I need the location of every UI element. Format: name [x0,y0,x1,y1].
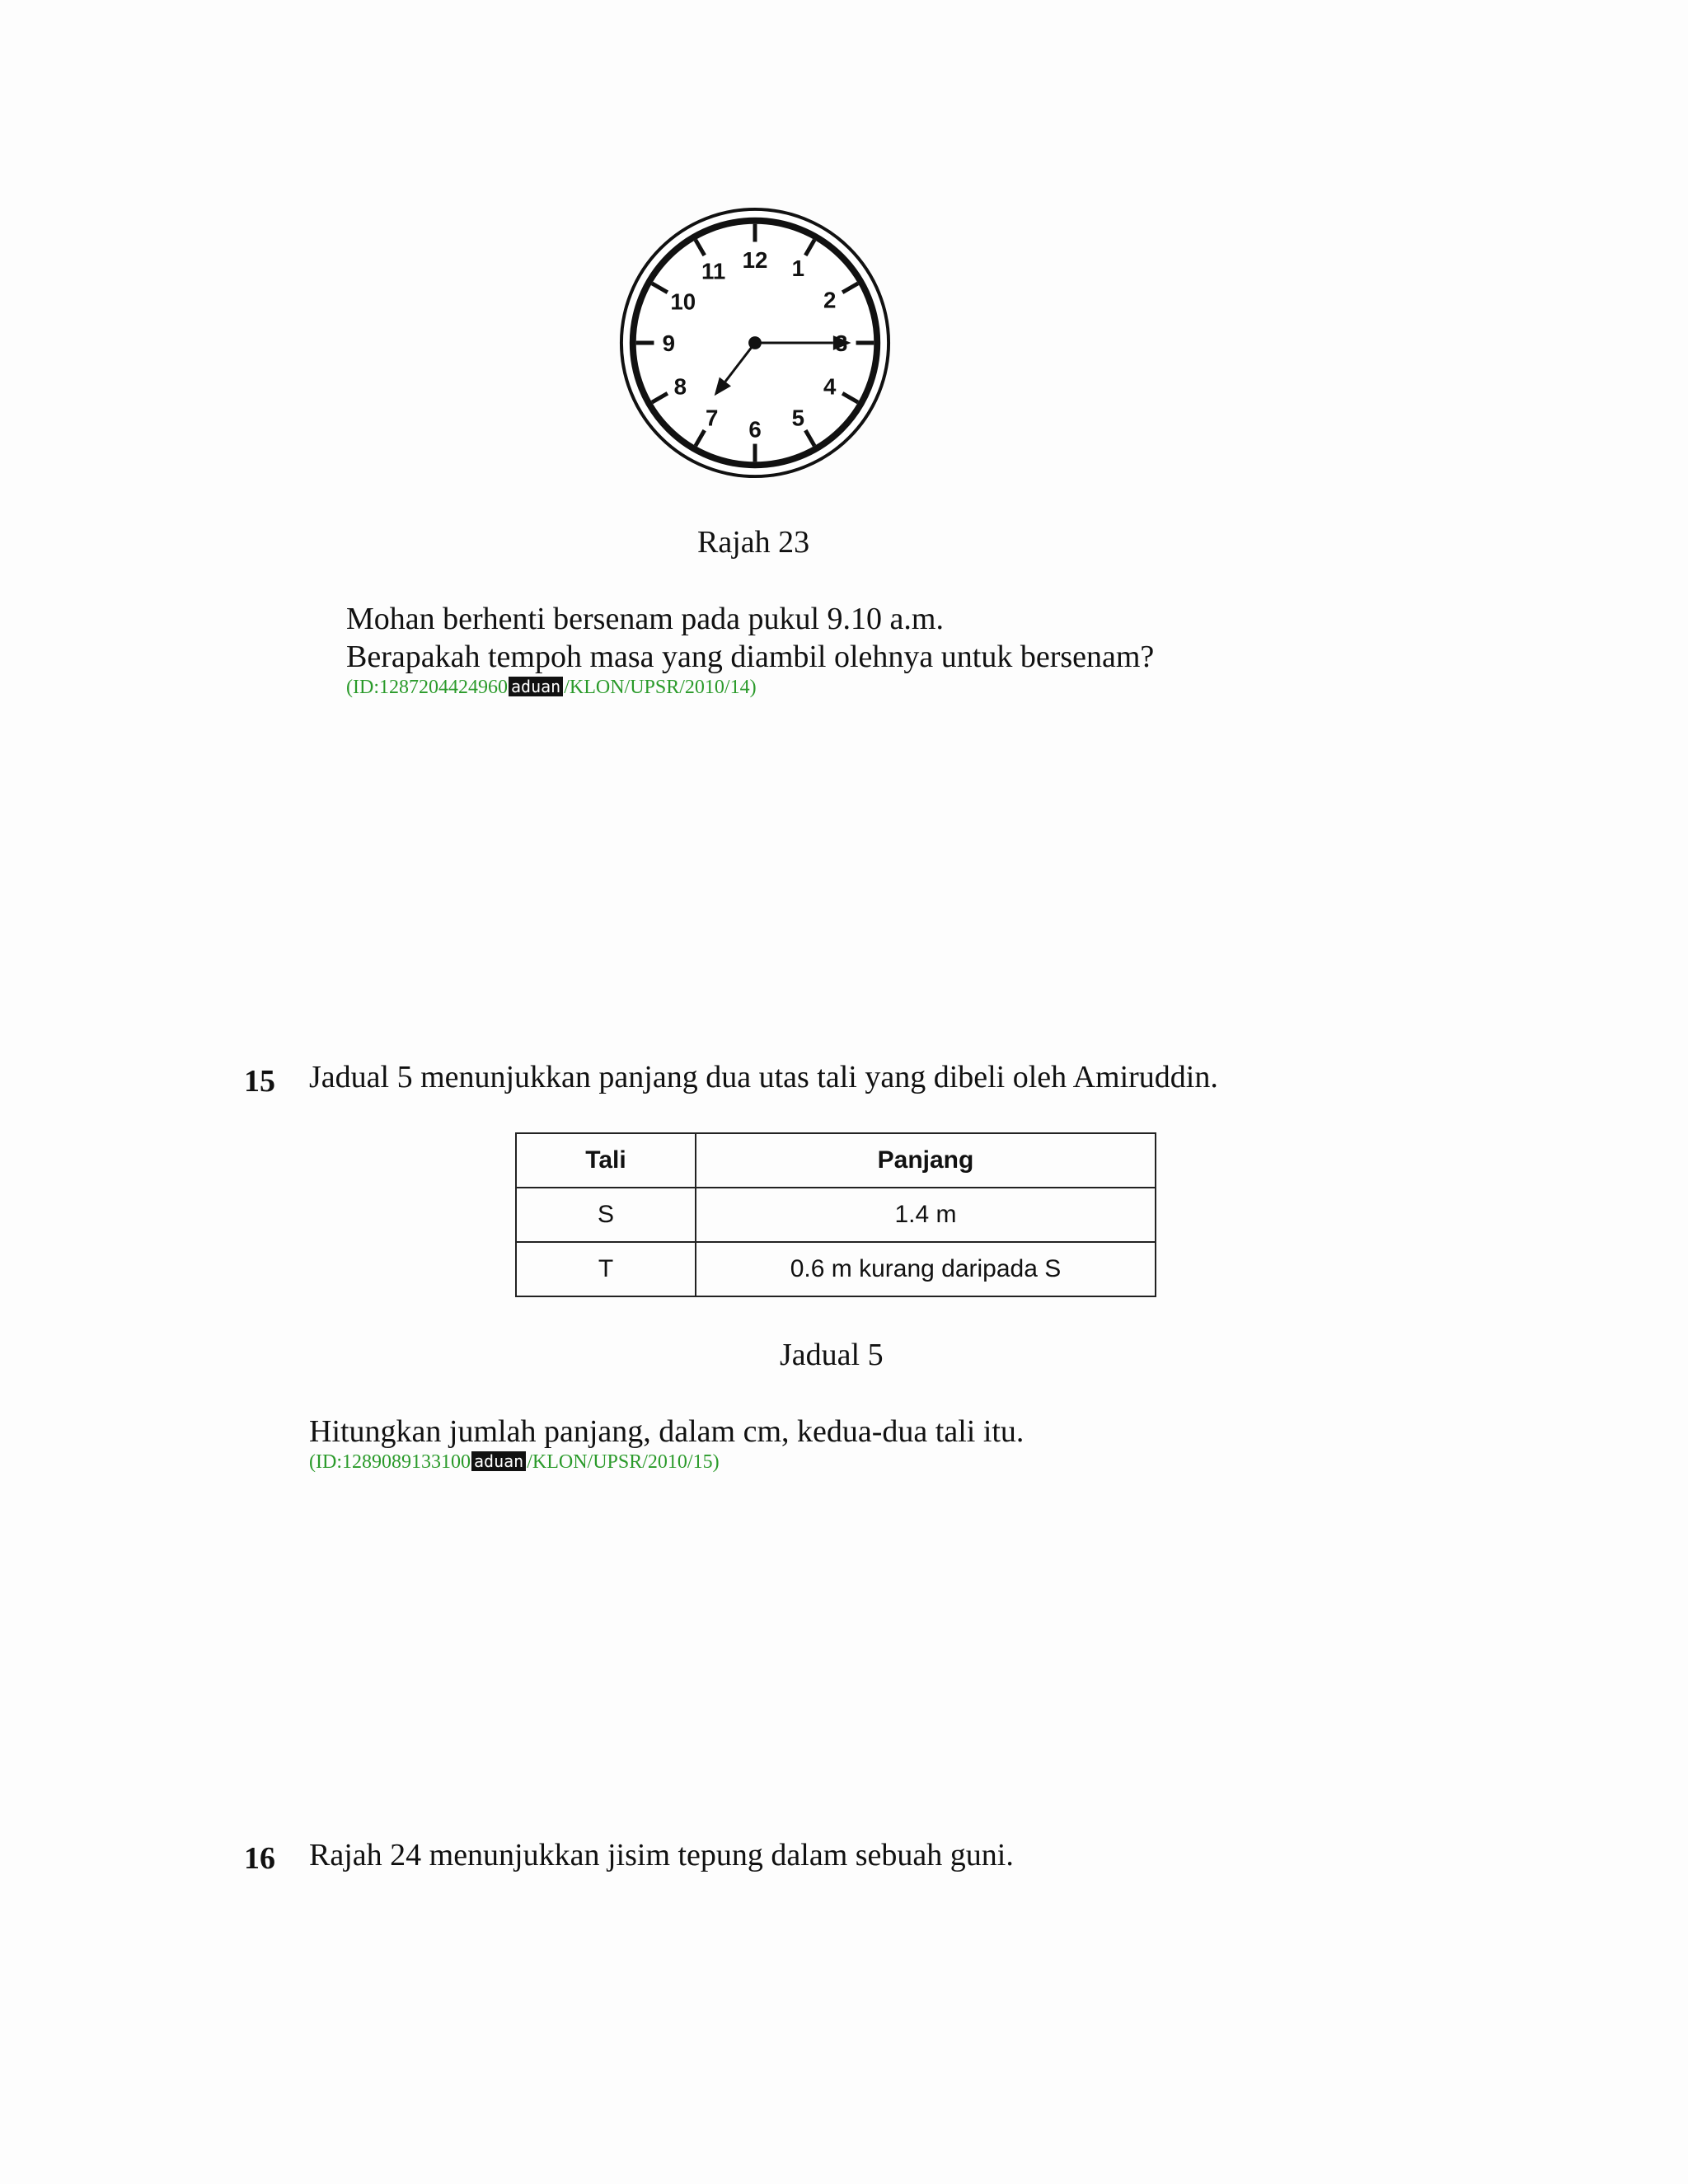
table-header-row [516,1133,1156,1188]
clock-numeral: 11 [701,258,726,284]
q15-reference-id [309,1451,720,1474]
table-row [516,1242,1156,1296]
clock-numeral: 2 [823,287,837,313]
q16-number: 16 [244,1841,275,1876]
clock-numeral: 6 [748,416,762,443]
q16-intro: Rajah 24 menunjukkan jisim tepung dalam sebuah guni. [309,1838,1014,1872]
table-caption-jadual-5: Jadual 5 [780,1338,884,1372]
clock-center-pin [748,336,762,349]
clock-numeral: 1 [791,255,805,282]
table-cell: S [516,1188,696,1242]
q15-number: 15 [244,1064,275,1099]
table-row [516,1188,1156,1242]
clock-figure [617,204,893,481]
clock-numeral: 12 [742,247,768,274]
q14-line-2: Berapakah tempoh masa yang diambil olehnya untuk bersenam? [346,640,1155,674]
q14-line-1: Mohan berhenti bersenam pada pukul 9.10 a.m. [346,602,944,636]
clock-numeral: 5 [791,405,805,431]
rope-length-table [515,1132,1156,1297]
q14-reference-id [346,676,757,699]
clock-numeral: 10 [670,288,696,315]
q14-report-badge[interactable]: aduan [509,677,563,696]
q15-id-prefix: (ID:1289089133100 [309,1451,471,1473]
table-cell: 1.4 m [696,1188,1156,1242]
clock-numeral: 8 [673,373,687,400]
q15-id-suffix: /KLON/UPSR/2010/15) [527,1451,720,1473]
q14-id-suffix: /KLON/UPSR/2010/14) [564,677,757,698]
clock-numeral: 9 [662,330,675,356]
table-header-panjang: Panjang [696,1133,1156,1188]
table-cell: T [516,1242,696,1296]
q15-prompt: Hitungkan jumlah panjang, dalam cm, kedua-dua tali itu. [309,1414,1025,1449]
clock-numeral: 7 [705,405,719,431]
table-cell: 0.6 m kurang daripada S [696,1242,1156,1296]
q15-intro: Jadual 5 menunjukkan panjang dua utas tali yang dibeli oleh Amiruddin. [309,1060,1218,1094]
figure-caption-rajah-23: Rajah 23 [697,525,810,560]
q14-id-prefix: (ID:1287204424960 [346,677,508,698]
clock-numeral: 4 [823,373,837,400]
table-header-tali: Tali [516,1133,696,1188]
q15-report-badge[interactable]: aduan [471,1451,526,1471]
